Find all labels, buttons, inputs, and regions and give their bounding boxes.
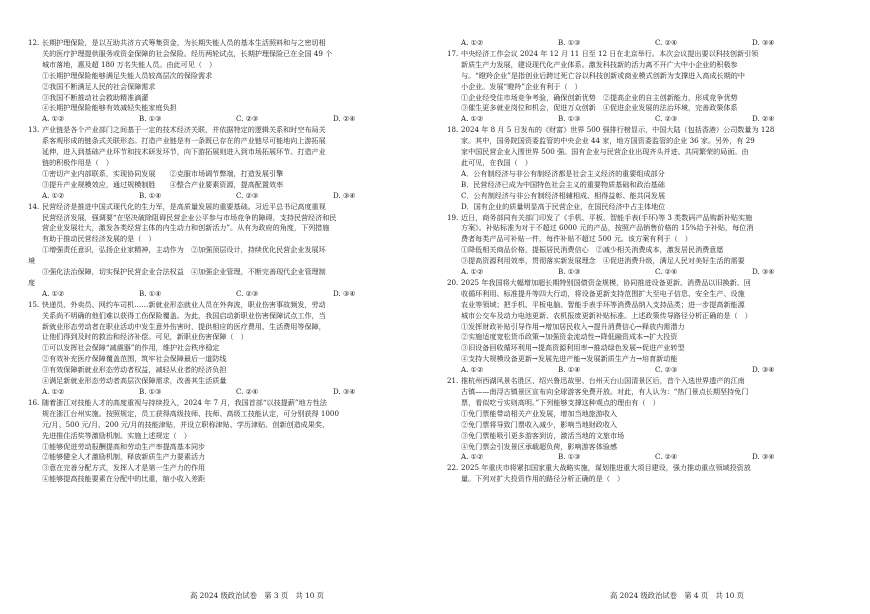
question-stem-line: 先进推住活奖等激励机制。实施上述规定（ ） bbox=[42, 430, 191, 440]
answer-choice: A. ①② bbox=[461, 452, 484, 462]
question-stem-line bbox=[28, 202, 430, 213]
question-stem-line: 农业等领域；把手机、平板电脑、智能手表手环等消费品纳入支持品类；进一步提高新能源 bbox=[461, 299, 745, 309]
question-stem-line bbox=[447, 125, 849, 136]
question-stem-line: 家中国民营企业入围世界 500 强。国有企业与民营企业出现齐头并进、共同繁荣的局面。由 bbox=[461, 147, 749, 157]
statement-option: ③提高资源利用效率，贯彻落实新发展理念 ④促进消费升级，满足人民对美好生活的需要 bbox=[461, 256, 745, 266]
question-text: 随着浙江对技能人才的高度重视与持续投入，2024 年 7 月，我国首部“以技提薪”地方性法 bbox=[42, 397, 327, 407]
statement-option: ②免门票将导致门票收入减少，影响当地财政收入 bbox=[461, 419, 618, 429]
answer-choices bbox=[28, 289, 430, 300]
question-stem-line: 此可见，在我国（ ） bbox=[461, 157, 532, 167]
question-number: 14. bbox=[28, 201, 40, 211]
wrapped-text: 度 bbox=[28, 277, 36, 287]
answer-choice: A. ①② bbox=[42, 190, 65, 200]
answer-choice: B. ①③ bbox=[558, 452, 581, 462]
question-text: 2025 年重庆市将紧扣国家重大战略实施，谋划推进重大项目建设，强力推动重点领域投资放 bbox=[461, 463, 751, 473]
answer-choices bbox=[447, 365, 849, 376]
answer-choice: B. ①④ bbox=[558, 365, 581, 375]
question-stem-line: 让他们得到及时的救治和经济补偿。可见，新职业伤害保障（ ） bbox=[42, 332, 248, 342]
question-stem-line: 有助于推动民营经济发展的是（ ） bbox=[42, 234, 156, 244]
answer-choice: B. ①③ bbox=[558, 38, 581, 47]
statement-option: ①密切产业内部联系，实现协同发展 ②克服市场调节弊端，打造发展引擎 bbox=[42, 168, 284, 178]
statement-option: ①长期护理保险能够满足失能人员较高层次的保险需求 bbox=[42, 70, 213, 80]
question-stem-line: 民营经济发展，强调要“在坚决破除阻碍民营企业公平参与市场竞争的障碍，支持民营经济和民 bbox=[42, 212, 337, 222]
statement-option: ③免门票能吸引更多游客到访，激活当地的文旅市场 bbox=[461, 430, 625, 440]
statement-option: ②我国不断满足人民的社会保障需求 bbox=[42, 81, 156, 91]
right-column bbox=[447, 38, 849, 485]
question-text: 2024 年 8 月 5 日发布的《财富》世界 500 强排行榜显示，中国大陆（包括香港）公司数量为 128 bbox=[461, 125, 775, 135]
answer-choice: C. ②③ bbox=[655, 114, 678, 124]
question-block bbox=[447, 213, 849, 278]
statement-option: ②能够健全人才激励机制，释放新质生产力要素活力 bbox=[42, 452, 206, 462]
question-block bbox=[28, 398, 430, 485]
statement-option: ①可以发挥社会保障“减震器”的作用，维护社会秩序稳定 bbox=[42, 343, 220, 353]
question-stem-line: 家。其中，国务院国资委监管的中央企业 44 家，地方国资委监管的企业 36 家。另外，有 29 bbox=[461, 136, 755, 146]
statement-option: ①增强责任意识，弘扬企业家精神，主动作为 ②加强顶层设计，持续优化民营企业发展环 bbox=[42, 245, 326, 255]
answer-choices bbox=[28, 191, 430, 202]
question-block bbox=[447, 376, 849, 463]
statement-option: A．公有制经济与非公有制经济都是社会主义经济的重要组成部分 bbox=[461, 168, 665, 178]
question-text: 近日，商务部同有关部门印发了《手机、平板、智能手表(手环)等 3 类数码产品购新补贴实施 bbox=[461, 212, 753, 222]
question-text: 快递员、外卖员、网约车司机……新就业形态就业人员在外奔波，职业伤害事故频发，劳动 bbox=[42, 299, 326, 309]
question-number: 20. bbox=[447, 277, 459, 287]
question-stem-line: 链的积极作用是（ ） bbox=[42, 157, 113, 167]
answer-choice: D. ③④ bbox=[333, 190, 356, 200]
statement-option: ④支持大规模设备更新→发展先进产能→发展新质生产力→培育新动能 bbox=[461, 354, 678, 364]
statement-option: ③强化法治保障，切实保护民营企业合法权益 ④加强企业管理，不断完善现代企业管理制 bbox=[42, 267, 326, 277]
answer-choice: D. ②④ bbox=[333, 114, 356, 124]
statement-option: ③意在完善分配方式，发挥人才是第一生产力的作用 bbox=[42, 463, 206, 473]
question-stem-line: 票，看似吃亏实则高明。”下列能够支撑这种观点的理由有（ ） bbox=[461, 397, 660, 407]
answer-choices bbox=[447, 452, 849, 463]
answer-choice: C. ②④ bbox=[655, 267, 678, 277]
answer-choice: C. ②③ bbox=[236, 288, 259, 298]
question-stem-line bbox=[28, 38, 430, 49]
answer-choice: D. ③④ bbox=[333, 387, 356, 396]
question-stem-line bbox=[447, 49, 849, 60]
question-stem-line bbox=[447, 213, 849, 224]
answer-choice: D. ③④ bbox=[752, 267, 775, 277]
statement-option: ②有效补充医疗保障覆盖范围，筑牢社会保障最后一道防线 bbox=[42, 354, 227, 364]
answer-choice: A. ①② bbox=[461, 365, 484, 375]
answer-choice: A. ①② bbox=[461, 38, 484, 47]
answer-choices bbox=[28, 387, 430, 398]
question-stem-line: 与。“瞪羚企业”是指创业后跨过死亡谷以科技创新或商业模式创新为支撑进入高成长期的中 bbox=[461, 70, 745, 80]
question-stem-line: 方案》。补贴标准为对于不超过 6000 元的产品，按照产品销售价格的 15%给予补贴，每位消 bbox=[461, 223, 754, 233]
statement-option: ③提升产业规模效应，通过规模制胜 ④整合产业要素资源，提高配置效率 bbox=[42, 179, 284, 189]
question-stem-line: 关的医疗护理提供服务或资金保障的社会保险。经历两轮试点，长期护理保险已在全国 49 个 bbox=[42, 48, 333, 58]
question-stem-line bbox=[447, 463, 849, 474]
question-number: 18. bbox=[447, 125, 459, 135]
statement-option: ①能够促进劳动报酬提高和劳动生产率提高基本同步 bbox=[42, 441, 206, 451]
question-block bbox=[28, 38, 430, 125]
question-stem-line bbox=[447, 376, 849, 387]
question-number: 21. bbox=[447, 376, 459, 386]
question-stem-line: 元/月、500 元/月、200 元/月的技能津贴，并设立职称津贴、学历津贴、创新创造成果奖、 bbox=[42, 419, 330, 429]
statement-option: ②实施适度宽松货币政策→加强资金流动性→降低融资成本→扩大投资 bbox=[461, 332, 678, 342]
answer-choice: C. ②③ bbox=[655, 365, 678, 375]
statement-option: ③旧设备回收循环利用→提高资源利用率→推动绿色发展→促进产业转型 bbox=[461, 343, 685, 353]
question-number: 15. bbox=[28, 299, 40, 309]
statement-option: D．国有企业的质量明显高于民营企业，在国民经济中占主体地位 bbox=[461, 201, 666, 211]
statement-option: ④长期护理保险能够有效减轻失能家庭负担 bbox=[42, 103, 177, 113]
answer-choice: B. ①④ bbox=[139, 190, 162, 200]
question-stem-line: 规在浙江台州实施。按照规定，员工获得高级技师、技师、高级工技能认定，可分别获得 1000 bbox=[42, 408, 339, 418]
question-number: 19. bbox=[447, 212, 459, 222]
question-stem-line bbox=[28, 125, 430, 136]
statement-option: ④能够提高技能要素在分配中的比重，缩小收入差距 bbox=[42, 474, 206, 484]
statement-option: C．公有制经济与非公有制经济相辅相成、相得益彰、能共同发展 bbox=[461, 190, 666, 200]
question-stem-line: 量。下列对扩大投资作用的路径分析正确的是（ ） bbox=[461, 474, 625, 484]
question-stem-line bbox=[28, 300, 430, 311]
question-text: 长期护理保险，是以互助共济方式筹集资金，为长期失能人员的基本生活照料和与之密切相 bbox=[42, 38, 326, 47]
statement-option: ①免门票能带动相关产业发展，增加当地旅游收入 bbox=[461, 408, 618, 418]
question-block bbox=[447, 38, 849, 49]
question-number: 12. bbox=[28, 38, 40, 47]
statement-option: ①企业经受住市场竞争考验，确保创新优势 ②提高企业的自主创新能力，形成竞争优势 bbox=[461, 92, 738, 102]
question-block bbox=[28, 202, 430, 300]
answer-choice: D. ③④ bbox=[752, 452, 775, 462]
question-stem-line: 小企业。发展“瞪羚”企业有利于（ ） bbox=[461, 81, 582, 91]
answer-choice: A. ①② bbox=[42, 288, 65, 298]
question-block bbox=[447, 125, 849, 212]
answer-choice: C. ②④ bbox=[655, 452, 678, 462]
question-stem-line: 费者每类产品可补贴一件，每件补贴不超过 500 元。该方案有利于（ ） bbox=[461, 234, 692, 244]
statement-option: ③催生更多就业岗位和机会，促进万众创新 ④促进企业发展的法治环境，完善政策体系 bbox=[461, 103, 738, 113]
question-stem-line: 关系尚不明确的他们难以获得工伤保险覆盖。为此，我国启动新职业伤害保障试点工作，当 bbox=[42, 310, 326, 320]
question-block bbox=[447, 463, 849, 485]
question-block bbox=[447, 278, 849, 376]
question-stem-line bbox=[28, 398, 430, 409]
question-stem-line: 营企业发展壮大，激发各类经营主体的内生动力和创新活力”。从有为政府的角度，下列措施 bbox=[42, 223, 330, 233]
page-footer-right: 高 2024 级政治试卷 第 4 页 共 10 页 bbox=[610, 591, 744, 600]
answer-choice: B. ①③ bbox=[558, 267, 581, 277]
answer-choice: C. ②④ bbox=[655, 38, 678, 47]
question-stem-line: 新就业形态劳动者在职业活动中发生意外伤害时，提供相应的医疗费用、生活费用等保障， bbox=[42, 321, 326, 331]
page-footer-left: 高 2024 级政治试卷 第 3 页 共 10 页 bbox=[190, 591, 324, 600]
answer-choice: B. ①③ bbox=[558, 114, 581, 124]
answer-choice: D. ③④ bbox=[752, 365, 775, 375]
question-text: 中央经济工作会议 2024 年 12 月 11 日至 12 日在北京举行。本次会议提出要以科技创新引领 bbox=[461, 48, 759, 58]
answer-choice: D. ③④ bbox=[752, 38, 775, 47]
answer-choice: D. ③④ bbox=[333, 288, 356, 298]
question-stem-line: 新质生产力发展，建设现代化产业体系。激发科技新的活力离不开广大中小企业的积极参 bbox=[461, 59, 738, 69]
question-text: 推杭州西湖风景名胜区、绍兴鲁迅故里、台州天台山国清景区后，首个入选世界遗产的江南 bbox=[461, 376, 745, 386]
left-column bbox=[28, 38, 430, 485]
wrapped-text: 境 bbox=[28, 256, 36, 266]
question-block bbox=[28, 300, 430, 398]
answer-choice: A. ①② bbox=[42, 114, 65, 124]
question-number: 13. bbox=[28, 125, 40, 135]
question-stem-line: 延伸，进入到基础产业环节和技术研发环节，向下游拓展则进入到市场拓展环节。打造产业 bbox=[42, 147, 326, 157]
answer-choice: B. ①③ bbox=[139, 387, 162, 396]
question-block bbox=[28, 125, 430, 201]
answer-choices bbox=[28, 114, 430, 125]
question-text: 产业链是各个产业部门之间基于一定的技术经济关联，并依据特定的逻辑关系和时空布局关 bbox=[42, 125, 326, 135]
answer-choice: C. ②③ bbox=[236, 114, 259, 124]
answer-choices bbox=[447, 114, 849, 125]
answer-choice: B. ①④ bbox=[139, 288, 162, 298]
answer-choice: A. ①② bbox=[461, 114, 484, 124]
answer-choice: C. ②④ bbox=[236, 387, 259, 396]
statement-option: ④满足新就业形态劳动者高层次保障需求，改善其生活质量 bbox=[42, 376, 227, 386]
statement-option: ①降低相关商品价格，提振居民消费信心 ②减少相关消费成本，激发居民消费意愿 bbox=[461, 245, 724, 255]
question-stem-line: 系客观形成的链条式关联形态。打造产业链是有一条既已存在的产业链尽可能地向上游拓展 bbox=[42, 136, 326, 146]
question-number: 22. bbox=[447, 463, 459, 473]
answer-choices bbox=[447, 38, 849, 49]
statement-option: B．民营经济已成为中国特色社会主义的重要物质基础和政治基础 bbox=[461, 179, 665, 189]
question-block bbox=[447, 49, 849, 125]
answer-choice: C. ②③ bbox=[236, 190, 259, 200]
statement-option: ①发挥财政补贴引导作用→增加居民收入→提升消费信心→释放内需潜力 bbox=[461, 321, 685, 331]
statement-option: ④免门票会引发景区承载超负荷，影响游客体验感 bbox=[461, 441, 618, 451]
statement-option: ③我国不断推动社会救助精准滴灌 bbox=[42, 92, 149, 102]
question-text: 2025 年我国将大幅增加超长期特别国债资金规模，协同推进设备更新、消费品以旧换新、回 bbox=[461, 277, 751, 287]
question-number: 17. bbox=[447, 48, 459, 58]
statement-option: ③有效保障新就业形态劳动者权益，减轻从业者的经济负担 bbox=[42, 365, 227, 375]
answer-choice: D. ②④ bbox=[752, 114, 775, 124]
answer-choices bbox=[447, 267, 849, 278]
answer-choice: A. ①② bbox=[461, 267, 484, 277]
question-stem-line: 城市落地，惠及超 180 万名失能人员。由此可见（ ） bbox=[42, 59, 217, 69]
question-number: 16. bbox=[28, 397, 40, 407]
answer-choice: B. ①③ bbox=[139, 114, 162, 124]
question-stem-line bbox=[447, 278, 849, 289]
question-stem-line: 收循环利用、标准提升等四大行动，将设备更新支持范围扩大至电子信息、安全生产、设施 bbox=[461, 288, 745, 298]
answer-choice: A. ①② bbox=[42, 387, 65, 396]
question-stem-line: 古镇——南浔古镇景区宣布向全球游客免费开放。对此，有人认为：“热门景点长期坚持免门 bbox=[461, 387, 749, 396]
question-stem-line: 城市公交车及动力电池更新、农机报废更新补贴标准。上述政策传导路径分析正确的是（ ） bbox=[461, 310, 752, 320]
question-text: 民营经济是推进中国式现代化的生力军，是高质量发展的重要基础。习近平总书记高度重视 bbox=[42, 201, 326, 211]
